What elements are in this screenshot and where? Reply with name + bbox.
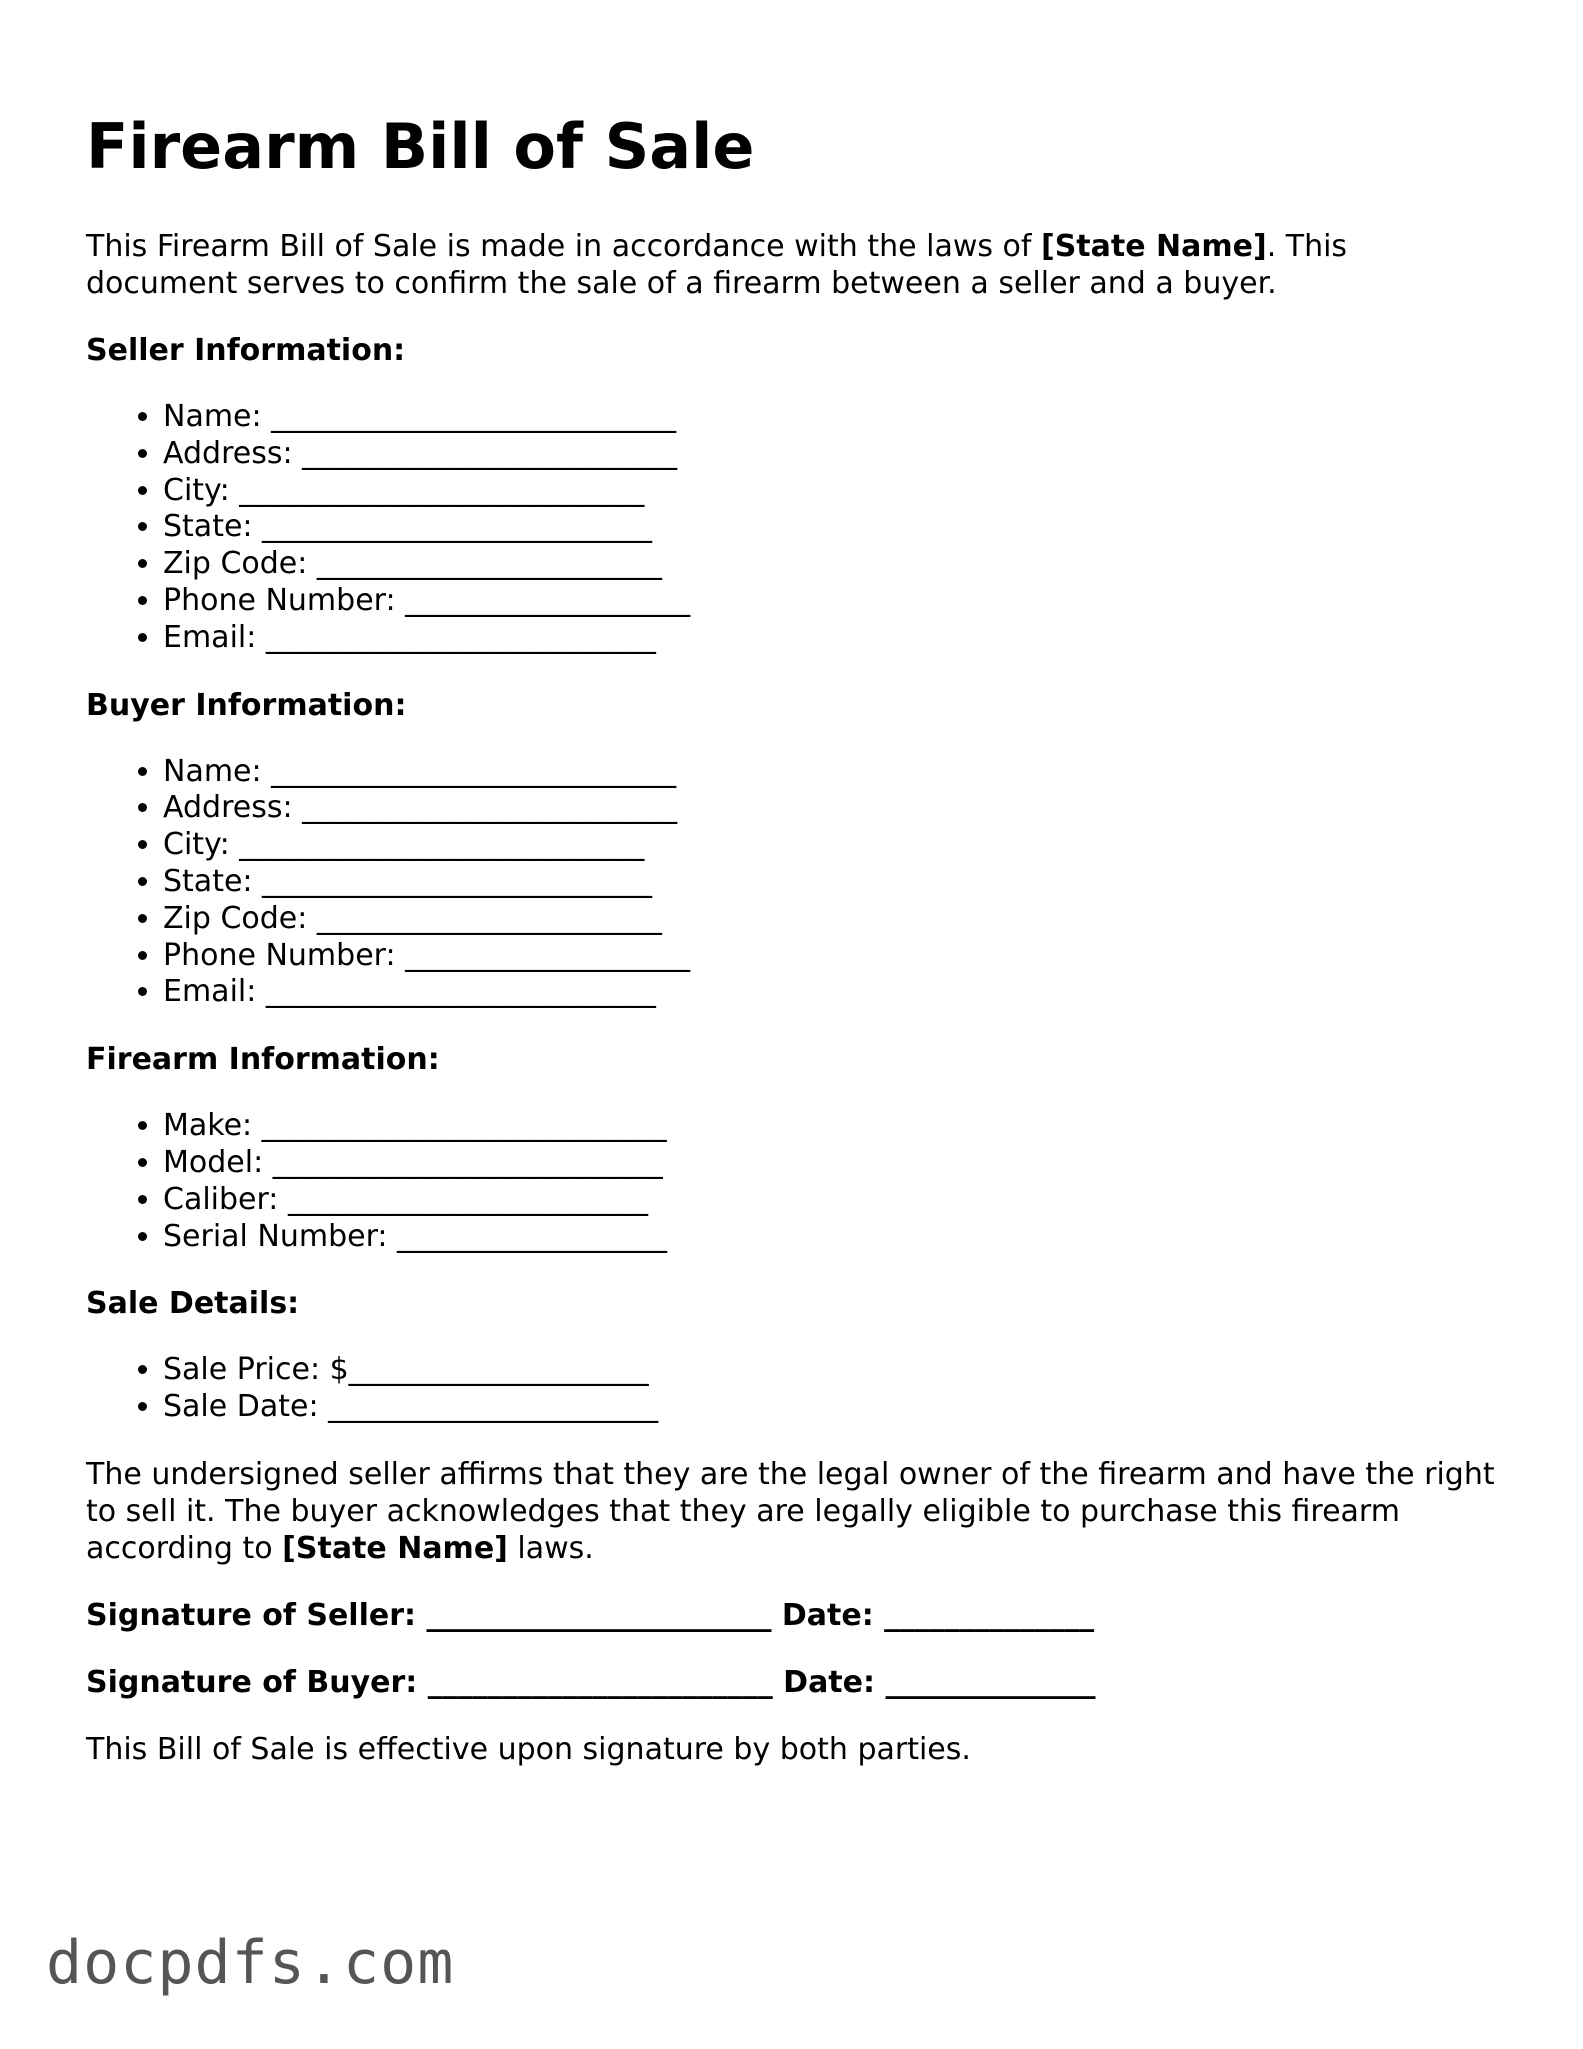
intro-state-placeholder: [State Name]: [1040, 229, 1267, 264]
page-title: Firearm Bill of Sale: [86, 110, 755, 183]
seller-email-field: • Email: __________________________: [163, 620, 1506, 657]
affirmation-text-end: laws.: [507, 1530, 594, 1566]
seller-zip-field: • Zip Code: _______________________: [163, 546, 1506, 583]
sale-date-field: • Sale Date: ______________________: [163, 1389, 1506, 1426]
seller-signature-line: Signature of Seller: _______________________ Date: ______________: [86, 1597, 1095, 1633]
buyer-phone-field: • Phone Number: ___________________: [163, 938, 1506, 975]
seller-city-field: • City: ___________________________: [163, 473, 1506, 510]
buyer-signature-line: Signature of Buyer: _______________________ Date: ______________: [86, 1664, 1096, 1700]
firearm-caliber-field: • Caliber: ________________________: [163, 1182, 1506, 1219]
affirmation-paragraph: [86, 1456, 1506, 1567]
buyer-city-field: • City: ___________________________: [163, 827, 1506, 864]
closing-statement: This Bill of Sale is effective upon signature by both parties.: [86, 1731, 971, 1767]
buyer-heading: Buyer Information:: [86, 687, 407, 723]
firearm-make-field: • Make: ___________________________: [163, 1108, 1506, 1145]
document-body: [86, 228, 1506, 1768]
seller-name-field: • Name: ___________________________: [163, 399, 1506, 436]
firearm-serial-field: • Serial Number: __________________: [163, 1219, 1506, 1256]
affirmation-text: The undersigned seller affirms that they are the legal owner of the firearm and have the right to sell it. The buyer acknowledges that they are legally eligible to purchase this firearm according to: [86, 1456, 1495, 1566]
buyer-state-field: • State: __________________________: [163, 864, 1506, 901]
seller-heading: Seller Information:: [86, 333, 406, 368]
affirmation-state-placeholder: [State Name]: [282, 1530, 508, 1566]
buyer-email-field: • Email: __________________________: [163, 974, 1506, 1011]
buyer-fields: [86, 754, 1506, 1012]
seller-phone-field: • Phone Number: ___________________: [163, 583, 1506, 620]
firearm-heading: Firearm Information:: [86, 1042, 440, 1078]
buyer-zip-field: • Zip Code: _______________________: [163, 901, 1506, 938]
intro-text: This Firearm Bill of Sale is made in accordance with the laws of: [86, 229, 1041, 264]
buyer-address-field: • Address: _________________________: [163, 790, 1506, 827]
seller-fields: [86, 399, 1506, 657]
buyer-name-field: • Name: ___________________________: [163, 754, 1506, 791]
intro-paragraph: [86, 228, 1506, 302]
sale-heading: Sale Details:: [86, 1286, 300, 1322]
firearm-model-field: • Model: __________________________: [163, 1145, 1506, 1182]
sale-price-field: • Sale Price: $____________________: [163, 1352, 1506, 1389]
watermark-logo: docpdfs.com: [46, 1928, 455, 1998]
firearm-fields: [86, 1108, 1506, 1255]
seller-state-field: • State: __________________________: [163, 509, 1506, 546]
seller-address-field: • Address: _________________________: [163, 436, 1506, 473]
intro-text-end: . This document serves to confirm the sale of a firearm between a seller and a buyer.: [86, 229, 1348, 301]
sale-fields: [86, 1352, 1506, 1426]
